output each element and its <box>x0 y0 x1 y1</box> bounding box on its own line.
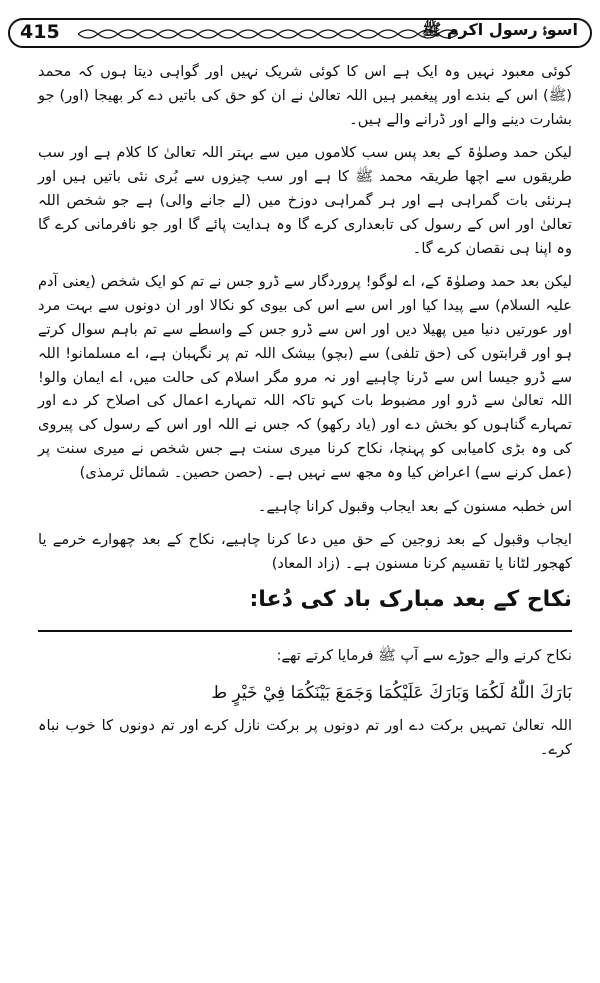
paragraph-4: اس خطبہ مسنون کے بعد ایجاب وقبول کرانا چاہیے۔ <box>257 497 572 515</box>
dua-intro: نکاح کرنے والے جوڑے سے آپ ﷺ فرمایا کرتے تھے: <box>276 646 572 664</box>
page-body <box>38 60 572 771</box>
paragraph-3: لیکن بعد حمد وصلوٰۃ کے، اے لوگو! پروردگار سے ڈرو جس نے تم کو ایک شخص (یعنی آدم علیہ السلام) سے پیدا کیا اور اس سے اس کی بیوی کو نکالا اور ان دونوں سے بہت مرد اور عورتیں دنیا میں پھیلا دیں اور اس سے ڈرو جس کے واسطے سے تم باہم سوال کرتے ہو اور قرابتوں کی (حق تلفی) سے (بچو) بیشک اللہ تم پر نگہبان ہے، اے مسلمانو! اللہ سے ڈرو جیسا اس سے ڈرنا چاہیے اور نہ مرو مگر اسلام کی حالت میں، اے ایمان والو! اللہ تعالیٰ سے ڈرو اور مضبوط بات کہو تاکہ اللہ تمہارے اعمال کی اصلاح کر دے اور تمہارے گناہوں کو بخش دے اور (یاد رکھو) کہ جس نے اللہ اور اس کے رسول کی پیروی کی وہ بڑی کامیابی کو پہنچا، نکاح کرنا میری سنت ہے جس شخص نے میری سنت پر (عمل کرنے سے) اعراض کیا وہ مجھ سے نہیں ہے۔ (حصن حصین۔ شمائل ترمذی) <box>38 273 572 481</box>
book-title: اسوۂ رسول اکرم ﷺ <box>421 20 578 39</box>
paragraph-5: ایجاب وقبول کے بعد زوجین کے حق میں دعا کرنا چاہیے، نکاح کے بعد چھوارے خرمے یا کھجور لٹانا یا تقسیم کرنا مسنون ہے۔ (زاد المعاد) <box>38 531 572 573</box>
header-ornament <box>78 26 458 42</box>
arabic-dua: بَارَكَ اللّٰهُ لَكُمَا وَبَارَكَ عَلَيْكُمَا وَجَمَعَ بَيْنَكُمَا فِيْ خَيْرٍ ط <box>211 682 572 703</box>
section-heading-block <box>38 586 572 634</box>
dua-translation: اللہ تعالیٰ تمہیں برکت دے اور تم دونوں پر برکت نازل کرے اور تم دونوں کا خوب نباہ کرے۔ <box>38 716 572 758</box>
heading-underline <box>38 630 572 632</box>
page-header <box>8 8 592 54</box>
paragraph-2: لیکن حمد وصلوٰۃ کے بعد پس سب کلاموں میں سے بہتر اللہ تعالیٰ کا کلام ہے اور سب طریقوں سے اچھا طریقہ محمد ﷺ کا ہے اور سب چیزوں سے بُری نئی باتیں ہیں اور ہرنئی بات گمراہی ہے اور ہر گمراہی دوزخ میں (لے جانے والی) ہے جو شخص اللہ تعالیٰ اور اس کے رسول کی تابعداری کرے گا وہ ہدایت پائے گا اور جو نافرمانی کرے گا وہ اپنا ہی نقصان کرے گا۔ <box>38 144 572 257</box>
page-number: 415 <box>20 21 60 43</box>
paragraph-1: کوئی معبود نہیں وہ ایک ہے اس کا کوئی شریک نہیں اور گواہی دیتا ہوں کہ محمد (ﷺ) اس کے بندے اور پیغمبر ہیں اللہ تعالیٰ نے ان کو حق کی باتیں دے کر بھیجا (اور) جو بشارت دینے والے اور ڈرانے والے ہیں۔ <box>38 63 572 128</box>
section-heading: نکاح کے بعد مبارک باد کی دُعا: <box>249 586 572 612</box>
